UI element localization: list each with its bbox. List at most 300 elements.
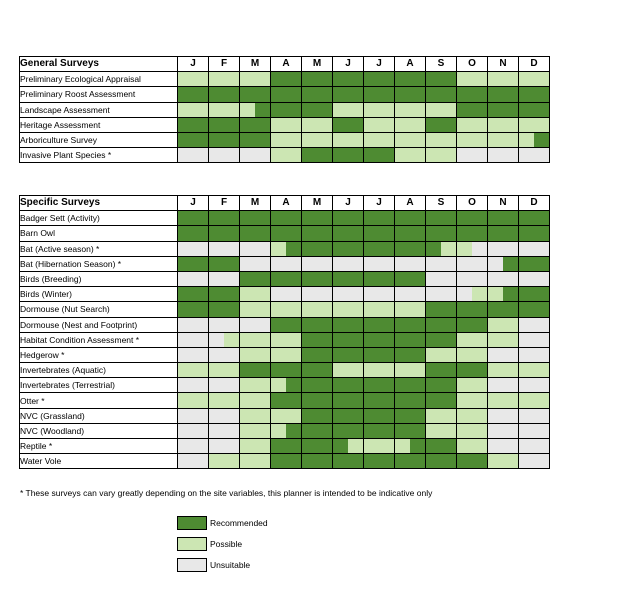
row-label: Invasive Plant Species * bbox=[20, 148, 178, 163]
row-label: NVC (Woodland) bbox=[20, 423, 178, 438]
cell-second-half bbox=[534, 133, 549, 147]
suitability-cell bbox=[488, 256, 519, 271]
suitability-cell bbox=[457, 117, 488, 132]
suitability-cell bbox=[395, 454, 426, 469]
suitability-cell bbox=[302, 439, 333, 454]
suitability-cell bbox=[364, 378, 395, 393]
suitability-cell bbox=[488, 271, 519, 286]
suitability-cell bbox=[457, 423, 488, 438]
suitability-cell bbox=[426, 148, 457, 163]
table-row bbox=[20, 454, 550, 469]
suitability-cell bbox=[457, 102, 488, 117]
suitability-cell bbox=[271, 256, 302, 271]
table-row bbox=[20, 72, 550, 87]
month-header-11: N bbox=[488, 57, 519, 72]
suitability-cell bbox=[240, 317, 271, 332]
suitability-cell bbox=[364, 408, 395, 423]
suitability-cell bbox=[488, 393, 519, 408]
suitability-cell bbox=[426, 211, 457, 226]
suitability-cell bbox=[395, 211, 426, 226]
row-label: Otter * bbox=[20, 393, 178, 408]
suitability-cell bbox=[457, 454, 488, 469]
suitability-cell bbox=[209, 132, 240, 147]
suitability-cell bbox=[364, 241, 395, 256]
legend-item-unsuitable bbox=[177, 557, 250, 572]
suitability-cell bbox=[209, 347, 240, 362]
table-row bbox=[20, 87, 550, 102]
suitability-cell bbox=[519, 256, 550, 271]
suitability-cell bbox=[519, 332, 550, 347]
month-header-1: J bbox=[178, 57, 209, 72]
suitability-cell bbox=[457, 378, 488, 393]
suitability-cell bbox=[426, 226, 457, 241]
cell-second-half bbox=[503, 257, 518, 271]
row-label: Invertebrates (Terrestrial) bbox=[20, 378, 178, 393]
suitability-cell bbox=[488, 317, 519, 332]
suitability-cell bbox=[426, 302, 457, 317]
suitability-cell bbox=[271, 439, 302, 454]
suitability-cell bbox=[426, 256, 457, 271]
suitability-cell bbox=[457, 393, 488, 408]
footnote: * These surveys can vary greatly depending on the site variables, this planner is intended to be indicative only bbox=[20, 488, 433, 498]
row-label: Reptile * bbox=[20, 439, 178, 454]
suitability-cell bbox=[209, 454, 240, 469]
month-header-2: F bbox=[209, 57, 240, 72]
legend-label: Possible bbox=[210, 538, 243, 549]
suitability-cell bbox=[519, 423, 550, 438]
suitability-cell bbox=[426, 332, 457, 347]
suitability-cell bbox=[457, 241, 488, 256]
suitability-cell bbox=[271, 302, 302, 317]
suitability-cell bbox=[271, 454, 302, 469]
suitability-cell bbox=[519, 393, 550, 408]
suitability-cell bbox=[178, 117, 209, 132]
table-row bbox=[20, 287, 550, 302]
suitability-cell bbox=[302, 423, 333, 438]
suitability-cell bbox=[178, 317, 209, 332]
suitability-cell bbox=[333, 393, 364, 408]
suitability-cell bbox=[271, 72, 302, 87]
suitability-cell bbox=[457, 226, 488, 241]
suitability-cell bbox=[426, 102, 457, 117]
suitability-cell bbox=[457, 211, 488, 226]
suitability-cell bbox=[364, 211, 395, 226]
row-label: Habitat Condition Assessment * bbox=[20, 332, 178, 347]
suitability-cell bbox=[488, 378, 519, 393]
suitability-cell bbox=[333, 347, 364, 362]
suitability-cell bbox=[426, 454, 457, 469]
month-header-8: A bbox=[395, 57, 426, 72]
suitability-cell bbox=[271, 393, 302, 408]
table-row bbox=[20, 241, 550, 256]
suitability-cell bbox=[178, 211, 209, 226]
suitability-cell bbox=[395, 226, 426, 241]
suitability-cell bbox=[364, 102, 395, 117]
suitability-cell bbox=[395, 332, 426, 347]
suitability-cell bbox=[364, 439, 395, 454]
table-row bbox=[20, 132, 550, 147]
cell-second-half bbox=[410, 439, 425, 453]
suitability-cell bbox=[333, 378, 364, 393]
month-header-5: M bbox=[302, 57, 333, 72]
month-header-4: A bbox=[271, 196, 302, 211]
suitability-cell bbox=[271, 211, 302, 226]
row-label: Birds (Breeding) bbox=[20, 271, 178, 286]
table-row bbox=[20, 117, 550, 132]
table-title: Specific Surveys bbox=[20, 196, 178, 211]
suitability-cell bbox=[519, 132, 550, 147]
suitability-cell bbox=[209, 211, 240, 226]
suitability-cell bbox=[364, 423, 395, 438]
row-label: Barn Owl bbox=[20, 226, 178, 241]
suitability-cell bbox=[302, 393, 333, 408]
suitability-cell bbox=[209, 302, 240, 317]
suitability-cell bbox=[395, 72, 426, 87]
suitability-cell bbox=[457, 256, 488, 271]
suitability-cell bbox=[426, 241, 457, 256]
suitability-cell bbox=[519, 148, 550, 163]
cell-second-half bbox=[503, 287, 518, 301]
suitability-cell bbox=[178, 132, 209, 147]
suitability-cell bbox=[395, 302, 426, 317]
suitability-cell bbox=[395, 317, 426, 332]
row-label: Preliminary Ecological Appraisal bbox=[20, 72, 178, 87]
suitability-cell bbox=[364, 148, 395, 163]
table-row bbox=[20, 302, 550, 317]
suitability-cell bbox=[364, 271, 395, 286]
suitability-cell bbox=[240, 72, 271, 87]
suitability-cell bbox=[364, 347, 395, 362]
suitability-cell bbox=[209, 439, 240, 454]
suitability-cell bbox=[178, 408, 209, 423]
cell-first-half bbox=[426, 242, 441, 256]
row-label: Birds (Winter) bbox=[20, 287, 178, 302]
suitability-cell bbox=[426, 317, 457, 332]
suitability-cell bbox=[426, 87, 457, 102]
cell-first-half bbox=[457, 287, 472, 301]
suitability-cell bbox=[364, 226, 395, 241]
month-header-12: D bbox=[519, 196, 550, 211]
suitability-cell bbox=[426, 287, 457, 302]
suitability-cell bbox=[488, 72, 519, 87]
suitability-cell bbox=[178, 148, 209, 163]
table-row bbox=[20, 211, 550, 226]
suitability-cell bbox=[488, 302, 519, 317]
suitability-cell bbox=[240, 211, 271, 226]
cell-second-half bbox=[286, 424, 301, 438]
suitability-cell bbox=[271, 363, 302, 378]
cell-first-half bbox=[271, 378, 286, 392]
cell-first-half bbox=[395, 439, 410, 453]
month-header-3: M bbox=[240, 57, 271, 72]
suitability-cell bbox=[209, 72, 240, 87]
month-header-7: J bbox=[364, 196, 395, 211]
suitability-cell bbox=[209, 226, 240, 241]
suitability-cell bbox=[178, 332, 209, 347]
suitability-cell bbox=[395, 408, 426, 423]
suitability-cell bbox=[178, 87, 209, 102]
suitability-cell bbox=[240, 256, 271, 271]
cell-second-half bbox=[441, 242, 456, 256]
table-row bbox=[20, 317, 550, 332]
suitability-cell bbox=[333, 102, 364, 117]
suitability-cell bbox=[302, 378, 333, 393]
suitability-cell bbox=[333, 317, 364, 332]
suitability-cell bbox=[364, 302, 395, 317]
suitability-cell bbox=[271, 148, 302, 163]
suitability-cell bbox=[240, 408, 271, 423]
cell-second-half bbox=[472, 242, 487, 256]
suitability-cell bbox=[395, 393, 426, 408]
suitability-cell bbox=[333, 454, 364, 469]
suitability-cell bbox=[209, 363, 240, 378]
cell-second-half bbox=[255, 103, 270, 117]
row-label: Heritage Assessment bbox=[20, 117, 178, 132]
suitability-cell bbox=[395, 287, 426, 302]
suitability-cell bbox=[426, 363, 457, 378]
month-header-10: O bbox=[457, 57, 488, 72]
suitability-cell bbox=[178, 393, 209, 408]
suitability-cell bbox=[178, 241, 209, 256]
suitability-cell bbox=[333, 256, 364, 271]
month-header-11: N bbox=[488, 196, 519, 211]
suitability-cell bbox=[333, 439, 364, 454]
suitability-cell bbox=[209, 87, 240, 102]
suitability-cell bbox=[395, 87, 426, 102]
legend-swatch bbox=[177, 558, 207, 572]
suitability-cell bbox=[519, 241, 550, 256]
suitability-cell bbox=[240, 226, 271, 241]
suitability-cell bbox=[426, 439, 457, 454]
suitability-cell bbox=[426, 378, 457, 393]
suitability-cell bbox=[302, 117, 333, 132]
suitability-cell bbox=[240, 378, 271, 393]
suitability-cell bbox=[209, 148, 240, 163]
row-label: Water Vole bbox=[20, 454, 178, 469]
legend-item-recommended bbox=[177, 515, 268, 530]
cell-first-half bbox=[488, 257, 503, 271]
suitability-cell bbox=[240, 102, 271, 117]
suitability-cell bbox=[178, 439, 209, 454]
suitability-cell bbox=[240, 363, 271, 378]
suitability-cell bbox=[178, 72, 209, 87]
suitability-cell bbox=[457, 317, 488, 332]
cell-first-half bbox=[519, 133, 534, 147]
suitability-cell bbox=[209, 256, 240, 271]
month-header-6: J bbox=[333, 196, 364, 211]
suitability-cell bbox=[519, 72, 550, 87]
suitability-cell bbox=[302, 148, 333, 163]
table-row bbox=[20, 393, 550, 408]
table-row bbox=[20, 363, 550, 378]
row-label: Bat (Active season) * bbox=[20, 241, 178, 256]
legend-item-possible bbox=[177, 536, 242, 551]
row-label: Landscape Assessment bbox=[20, 102, 178, 117]
suitability-cell bbox=[488, 148, 519, 163]
row-label: Preliminary Roost Assessment bbox=[20, 87, 178, 102]
suitability-cell bbox=[240, 393, 271, 408]
suitability-cell bbox=[302, 271, 333, 286]
suitability-cell bbox=[178, 378, 209, 393]
suitability-cell bbox=[302, 256, 333, 271]
suitability-cell bbox=[302, 102, 333, 117]
suitability-cell bbox=[271, 87, 302, 102]
suitability-cell bbox=[519, 439, 550, 454]
month-header-1: J bbox=[178, 196, 209, 211]
suitability-cell bbox=[209, 102, 240, 117]
suitability-cell bbox=[178, 454, 209, 469]
suitability-cell bbox=[364, 287, 395, 302]
suitability-cell bbox=[488, 363, 519, 378]
table-row bbox=[20, 102, 550, 117]
suitability-cell bbox=[457, 363, 488, 378]
suitability-cell bbox=[519, 271, 550, 286]
suitability-cell bbox=[209, 423, 240, 438]
suitability-cell bbox=[395, 256, 426, 271]
row-label: Dormouse (Nest and Footprint) bbox=[20, 317, 178, 332]
suitability-cell bbox=[364, 454, 395, 469]
suitability-cell bbox=[209, 271, 240, 286]
suitability-cell bbox=[426, 132, 457, 147]
suitability-cell bbox=[271, 317, 302, 332]
table-row bbox=[20, 378, 550, 393]
suitability-cell bbox=[178, 287, 209, 302]
suitability-cell bbox=[240, 332, 271, 347]
legend-label: Recommended bbox=[210, 517, 268, 528]
month-header-9: S bbox=[426, 57, 457, 72]
table-row bbox=[20, 256, 550, 271]
suitability-cell bbox=[519, 347, 550, 362]
month-header-12: D bbox=[519, 57, 550, 72]
suitability-cell bbox=[333, 363, 364, 378]
suitability-cell bbox=[426, 72, 457, 87]
suitability-cell bbox=[488, 132, 519, 147]
suitability-cell bbox=[519, 408, 550, 423]
suitability-cell bbox=[333, 271, 364, 286]
suitability-cell bbox=[178, 302, 209, 317]
cell-second-half bbox=[286, 378, 301, 392]
row-label: Bat (Hibernation Season) * bbox=[20, 256, 178, 271]
suitability-cell bbox=[271, 408, 302, 423]
suitability-cell bbox=[395, 423, 426, 438]
suitability-cell bbox=[302, 332, 333, 347]
suitability-cell bbox=[209, 408, 240, 423]
suitability-cell bbox=[519, 117, 550, 132]
suitability-cell bbox=[333, 241, 364, 256]
month-header-8: A bbox=[395, 196, 426, 211]
suitability-cell bbox=[519, 102, 550, 117]
cell-second-half bbox=[224, 333, 239, 347]
suitability-cell bbox=[519, 317, 550, 332]
suitability-cell bbox=[426, 271, 457, 286]
suitability-cell bbox=[488, 408, 519, 423]
suitability-cell bbox=[395, 102, 426, 117]
suitability-cell bbox=[457, 287, 488, 302]
suitability-cell bbox=[488, 102, 519, 117]
suitability-cell bbox=[240, 87, 271, 102]
suitability-cell bbox=[178, 256, 209, 271]
suitability-cell bbox=[488, 87, 519, 102]
suitability-cell bbox=[519, 287, 550, 302]
suitability-cell bbox=[302, 302, 333, 317]
month-header-10: O bbox=[457, 196, 488, 211]
suitability-cell bbox=[333, 132, 364, 147]
suitability-cell bbox=[271, 378, 302, 393]
row-label: Arboriculture Survey bbox=[20, 132, 178, 147]
suitability-cell bbox=[240, 241, 271, 256]
suitability-cell bbox=[364, 256, 395, 271]
month-header-4: A bbox=[271, 57, 302, 72]
suitability-cell bbox=[333, 148, 364, 163]
suitability-cell bbox=[209, 332, 240, 347]
suitability-cell bbox=[271, 117, 302, 132]
cell-first-half bbox=[457, 242, 472, 256]
suitability-cell bbox=[178, 226, 209, 241]
cell-first-half bbox=[271, 242, 286, 256]
suitability-cell bbox=[364, 393, 395, 408]
suitability-cell bbox=[395, 439, 426, 454]
suitability-cell bbox=[519, 363, 550, 378]
row-label: NVC (Grassland) bbox=[20, 408, 178, 423]
table-row bbox=[20, 439, 550, 454]
suitability-cell bbox=[209, 378, 240, 393]
month-header-7: J bbox=[364, 57, 395, 72]
suitability-cell bbox=[457, 132, 488, 147]
suitability-cell bbox=[519, 226, 550, 241]
suitability-cell bbox=[333, 332, 364, 347]
cell-first-half bbox=[333, 439, 348, 453]
suitability-cell bbox=[488, 211, 519, 226]
suitability-cell bbox=[240, 132, 271, 147]
suitability-cell bbox=[240, 271, 271, 286]
suitability-cell bbox=[488, 332, 519, 347]
suitability-cell bbox=[488, 423, 519, 438]
suitability-cell bbox=[302, 72, 333, 87]
suitability-cell bbox=[333, 423, 364, 438]
suitability-cell bbox=[457, 87, 488, 102]
suitability-cell bbox=[395, 132, 426, 147]
suitability-cell bbox=[395, 378, 426, 393]
row-label: Dormouse (Nut Search) bbox=[20, 302, 178, 317]
suitability-cell bbox=[395, 271, 426, 286]
suitability-cell bbox=[271, 271, 302, 286]
suitability-cell bbox=[302, 287, 333, 302]
suitability-cell bbox=[457, 302, 488, 317]
suitability-cell bbox=[426, 423, 457, 438]
cell-second-half bbox=[286, 242, 301, 256]
suitability-cell bbox=[302, 454, 333, 469]
suitability-cell bbox=[488, 287, 519, 302]
month-header-6: J bbox=[333, 57, 364, 72]
suitability-cell bbox=[178, 102, 209, 117]
suitability-cell bbox=[457, 408, 488, 423]
suitability-cell bbox=[395, 148, 426, 163]
suitability-cell bbox=[364, 363, 395, 378]
suitability-cell bbox=[209, 393, 240, 408]
suitability-cell bbox=[488, 117, 519, 132]
suitability-cell bbox=[333, 211, 364, 226]
suitability-cell bbox=[240, 287, 271, 302]
suitability-cell bbox=[178, 347, 209, 362]
month-header-2: F bbox=[209, 196, 240, 211]
suitability-cell bbox=[240, 454, 271, 469]
suitability-cell bbox=[302, 347, 333, 362]
suitability-cell bbox=[519, 87, 550, 102]
suitability-cell bbox=[426, 117, 457, 132]
suitability-cell bbox=[488, 454, 519, 469]
suitability-cell bbox=[426, 347, 457, 362]
suitability-cell bbox=[209, 241, 240, 256]
